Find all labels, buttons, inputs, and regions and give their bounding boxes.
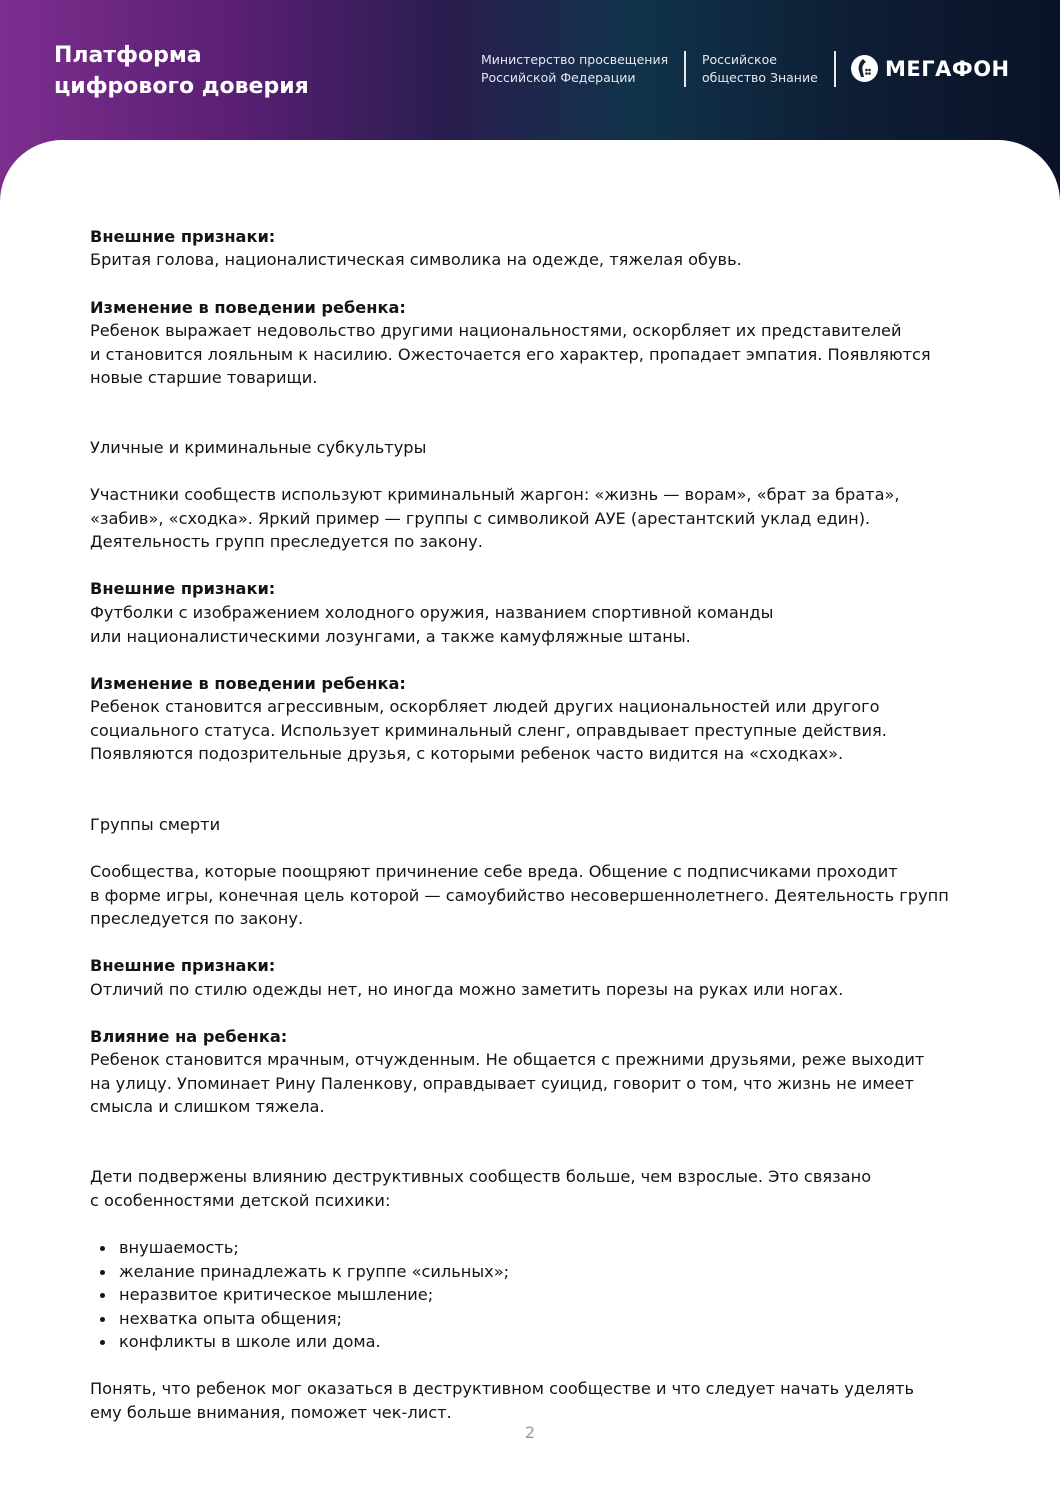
paragraph-line: Ребенок выражает недовольство другими национальностями, оскорбляет их представителей [90, 321, 902, 340]
paragraph [90, 1165, 871, 1212]
list-item: конфликты в школе или дома. [100, 1330, 509, 1354]
paragraph-line: новые старшие товарищи. [90, 368, 318, 387]
paragraph [90, 695, 887, 766]
ministry-label [481, 51, 668, 87]
paragraph-line: преследуется по закону. [90, 909, 304, 928]
paragraph-line: Понять, что ребенок мог оказаться в деструктивном сообществе и что следует начать уделять [90, 1379, 915, 1398]
paragraph-line: Сообщества, которые поощряют причинение себе вреда. Общение с подписчиками проходит [90, 862, 898, 881]
paragraph: Бритая голова, националистическая символика на одежде, тяжелая обувь. [90, 250, 742, 269]
paragraph-line: в форме игры, конечная цель которой — самоубийство несовершеннолетнего. Деятельность групп [90, 885, 949, 905]
paragraph-line: или националистическими лозунгами, а также камуфляжные штаны. [90, 626, 691, 646]
paragraph-line: социального статуса. Использует криминальный сленг, оправдывает преступные действия. [90, 720, 887, 740]
znanie-label [702, 51, 818, 87]
section-heading: Влияние на ребенка: [90, 1027, 288, 1046]
paragraph [90, 483, 900, 554]
page-number: 2 [524, 1423, 536, 1442]
paragraph-line: Дети подвержены влиянию деструктивных сообществ больше, чем взрослые. Это связано [90, 1167, 872, 1186]
ministry-label-line: Российской Федерации [481, 70, 636, 85]
paragraph-line: Ребенок становится агрессивным, оскорбляет людей других национальностей или другого [90, 697, 880, 716]
section-heading: Изменение в поведении ребенка: [90, 298, 406, 317]
header-divider [834, 51, 836, 87]
znanie-label-line: Российское [702, 52, 777, 67]
platform-title [54, 40, 309, 102]
paragraph-line: Ребенок становится мрачным, отчужденным. Не общается с прежними друзьями, реже выходит [90, 1050, 925, 1069]
paragraph-line: с особенностями детской психики: [90, 1190, 391, 1210]
paragraph [90, 319, 931, 390]
megafon-logo-icon [851, 55, 878, 82]
megafon-logo-text: МЕГАФОН [885, 56, 1010, 81]
paragraph-line: Футболки с изображением холодного оружия, названием спортивной команды [90, 603, 774, 622]
list-item: нехватка опыта общения; [100, 1307, 509, 1331]
header-divider [684, 51, 686, 87]
paragraph [90, 1048, 924, 1119]
paragraph: Отличий по стилю одежды нет, но иногда можно заметить порезы на руках или ногах. [90, 980, 844, 999]
list-item: внушаемость; [100, 1236, 509, 1260]
paragraph [90, 860, 949, 931]
subsection-title: Уличные и криминальные субкультуры [90, 438, 427, 457]
paragraph-line: и становится лояльным к насилию. Ожесточается его характер, пропадает эмпатия. Появляются [90, 344, 931, 364]
paragraph [90, 601, 773, 648]
ministry-label-line: Министерство просвещения [481, 52, 669, 67]
section-heading: Внешние признаки: [90, 227, 276, 246]
megafon-logo [851, 55, 1010, 82]
paragraph-line: Участники сообществ используют криминальный жаргон: «жизнь — ворам», «брат за брата», [90, 485, 900, 504]
paragraph-line: «забив», «сходка». Яркий пример — группы с символикой АУЕ (арестантский уклад един). [90, 508, 871, 528]
paragraph [90, 1377, 914, 1424]
platform-title-line: Платформа [54, 43, 202, 68]
list-item: желание принадлежать к группе «сильных»; [100, 1260, 509, 1284]
paragraph-line: ему больше внимания, поможет чек-лист. [90, 1402, 452, 1422]
section-heading: Внешние признаки: [90, 579, 276, 598]
section-heading: Внешние признаки: [90, 956, 276, 975]
traits-list [100, 1236, 509, 1354]
paragraph-line: Деятельность групп преследуется по закону. [90, 532, 483, 551]
subsection-title: Группы смерти [90, 815, 221, 834]
paragraph-line: смысла и слишком тяжела. [90, 1097, 325, 1116]
list-item: неразвитое критическое мышление; [100, 1283, 509, 1307]
platform-title-line: цифрового доверия [54, 74, 309, 99]
section-heading: Изменение в поведении ребенка: [90, 674, 406, 693]
paragraph-line: на улицу. Упоминает Рину Паленкову, оправдывает суицид, говорит о том, что жизнь не имеет [90, 1073, 914, 1093]
znanie-label-line: общество Знание [702, 70, 818, 85]
paragraph-line: Появляются подозрительные друзья, с которыми ребенок часто видится на «сходках». [90, 744, 844, 763]
